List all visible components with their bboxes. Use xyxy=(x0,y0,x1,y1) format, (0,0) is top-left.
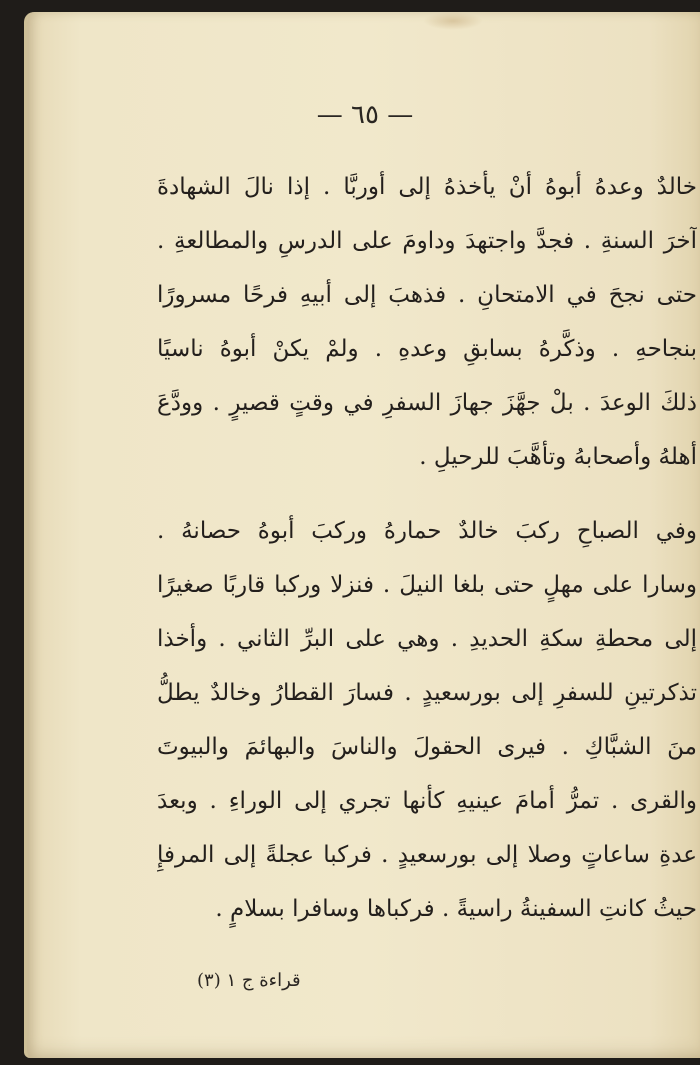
text-line: عدةِ ساعاتٍ وصلا إلى بورسعيدٍ . فركبا عجلةً إلى المرفإِ xyxy=(157,842,697,868)
text-line: حيثُ كانتِ السفينةُ راسيةً . فركباها وسافرا بسلامٍ . xyxy=(215,896,697,922)
text-line: وسارا على مهلٍ حتى بلغا النيلَ . فنزلا وركبا قاربًا صغيرًا xyxy=(157,572,697,598)
text-line: آخرَ السنةِ . فجدَّ واجتهدَ وداومَ على الدرسِ والمطالعةِ . xyxy=(157,228,697,254)
page-number: — ٦٥ — xyxy=(316,100,414,130)
page-stain xyxy=(423,12,483,30)
text-line: خالدٌ وعدهُ أبوهُ أنْ يأخذهُ إلى أوربَّا . إذا نالَ الشهادةَ xyxy=(157,174,697,200)
printer-signature-mark: قراءة ج ١ (٣) xyxy=(197,970,301,991)
paragraph-1 xyxy=(157,160,697,484)
text-line: أهلهُ وأصحابهُ وتأهَّبَ للرحيلِ . xyxy=(419,444,697,470)
text-line: ذلكَ الوعدَ . بلْ جهَّزَ جهازَ السفرِ في وقتٍ قصيرٍ . وودَّعَ xyxy=(157,390,697,416)
text-line: تذكرتينِ للسفرِ إلى بورسعيدٍ . فسارَ القطارُ وخالدٌ يطلُّ xyxy=(157,680,697,706)
paragraph-2 xyxy=(157,504,697,936)
book-page xyxy=(24,12,700,1058)
text-line: حتى نجحَ في الامتحانِ . فذهبَ إلى أبيهِ فرحًا مسرورًا xyxy=(157,282,697,308)
text-line: والقرى . تمرُّ أمامَ عينيهِ كأنها تجري إلى الوراءِ . وبعدَ xyxy=(157,788,697,814)
text-line: وفي الصباحِ ركبَ خالدٌ حمارهُ وركبَ أبوهُ حصانهُ . xyxy=(157,518,697,544)
text-line: بنجاحهِ . وذكَّرهُ بسابقِ وعدهِ . ولمْ يكنْ أبوهُ ناسيًا xyxy=(157,336,697,362)
text-line: منَ الشبَّاكِ . فيرى الحقولَ والناسَ والبهائمَ والبيوتَ xyxy=(157,734,697,760)
text-line: إلى محطةِ سكةِ الحديدِ . وهي على البرِّ الثاني . وأخذا xyxy=(157,626,697,652)
